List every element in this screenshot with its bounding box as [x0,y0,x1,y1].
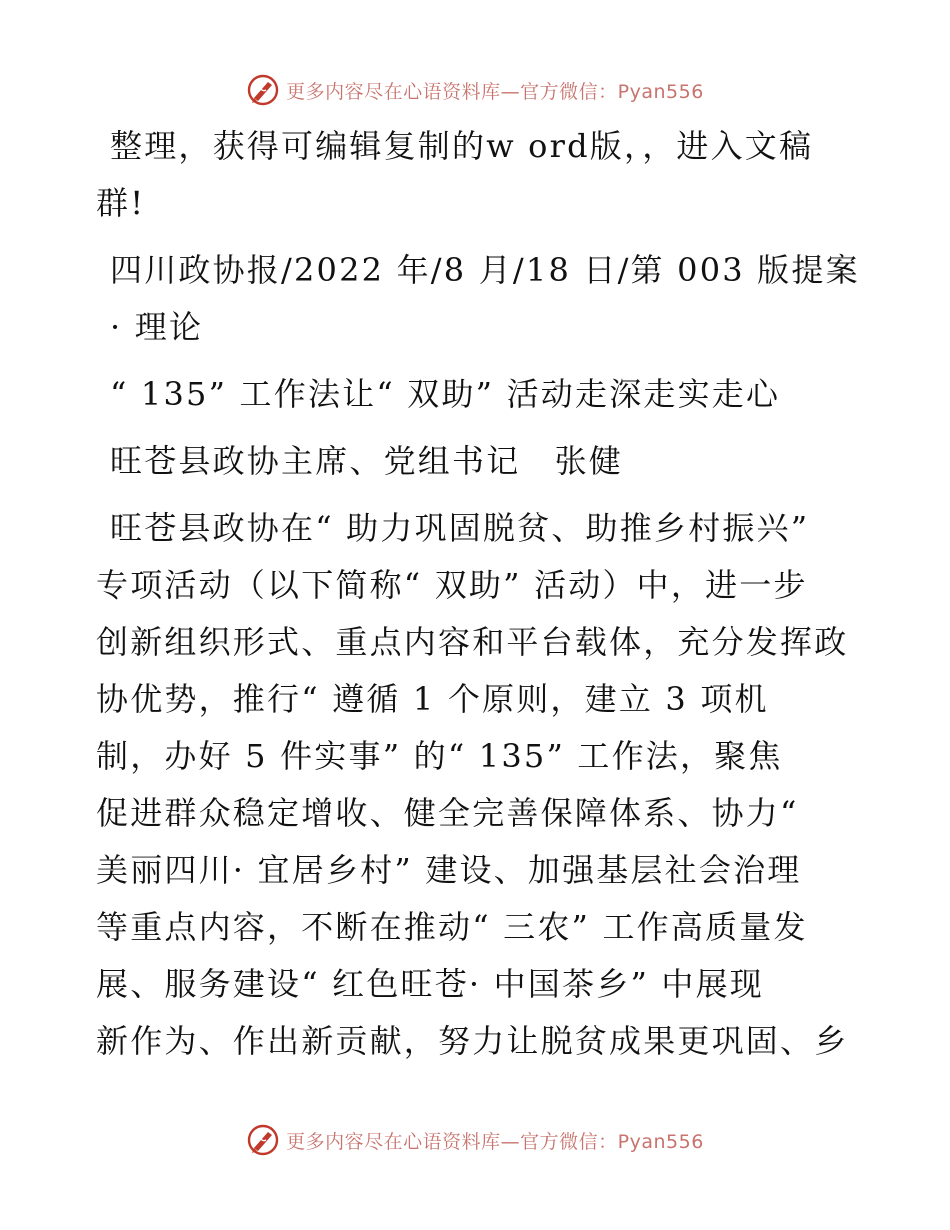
watermark-header [0,70,950,110]
watermark-footer [0,1120,950,1160]
document-body [96,118,860,1070]
body-line: 展、服务建设“ 红色旺苍· 中国茶乡” 中展现 [96,965,765,1003]
article-title: “ 135” 工作法让“ 双助” 活动走深走实走心 [110,375,781,413]
body-line: 旺苍县政协在“ 助力巩固脱贫、助推乡村振兴” [110,509,810,547]
body-line: 专项活动（以下简称“ 双助” 活动）中，进一步 [96,566,808,604]
watermark-text: 更多内容尽在心语资料库—官方微信：Pyan556 [286,1130,704,1153]
pen-logo-icon [246,1123,280,1157]
intro-line: 群! [96,184,146,222]
body-line: 制，办好 5 件实事” 的“ 135” 工作法，聚焦 [96,737,783,775]
author-line: 旺苍县政协主席、党组书记 张健 [110,442,624,480]
pen-logo-icon [246,73,280,107]
body-line: 新作为、作出新贡献，努力让脱贫成果更巩固、乡 [96,1022,849,1060]
body-line: 等重点内容，不断在推动“ 三农” 工作高质量发 [96,908,808,946]
body-line: 创新组织形式、重点内容和平台载体，充分发挥政 [96,623,849,661]
source-line: · 理论 [110,308,204,346]
body-line: 协优势，推行“ 遵循 1 个原则，建立 3 项机 [96,680,769,718]
watermark-text: 更多内容尽在心语资料库—官方微信：Pyan556 [286,80,704,103]
body-line: 促进群众稳定增收、健全完善保障体系、协力“ [96,794,799,832]
body-line: 美丽四川· 宜居乡村” 建设、加强基层社会治理 [96,851,802,889]
intro-line: 整理，获得可编辑复制的w ord版，，进入文稿 [110,127,814,165]
source-line: 四川政协报/2022 年/8 月/18 日/第 003 版提案 [110,251,860,289]
